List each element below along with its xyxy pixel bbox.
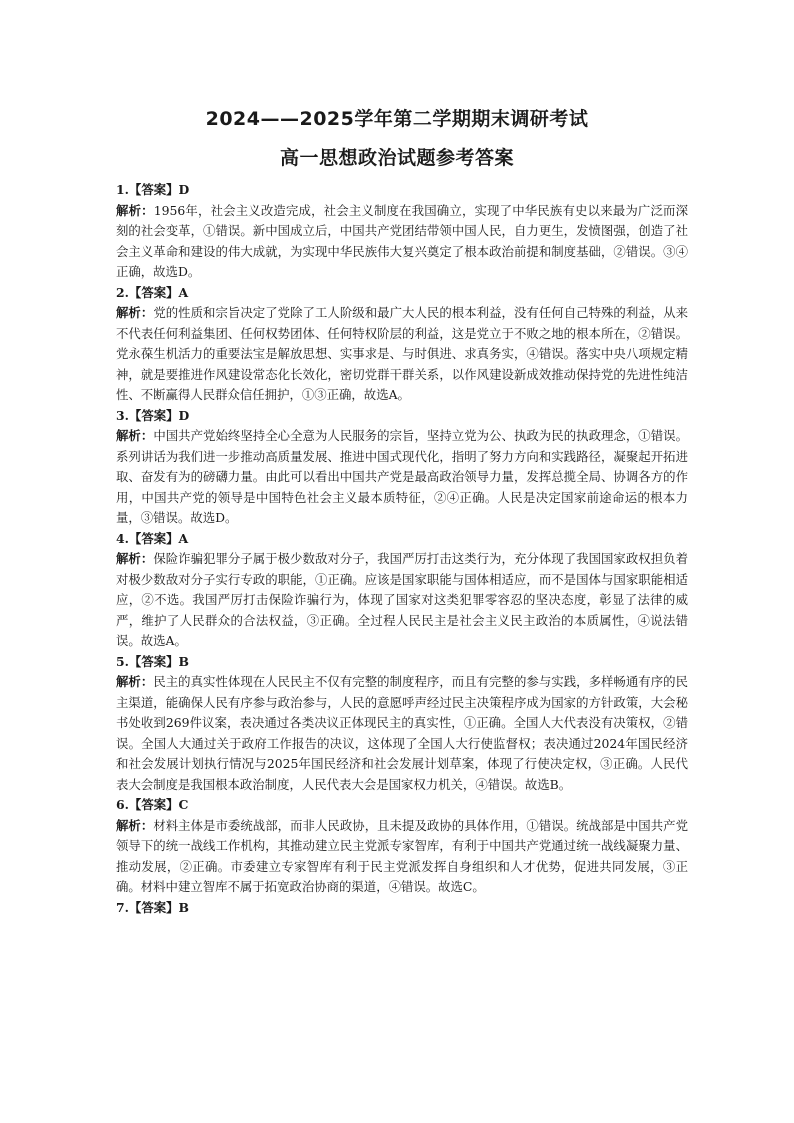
answer-line: 4.【答案】A (116, 530, 189, 546)
explanation-label: 解析： (116, 551, 154, 566)
answer-list (116, 180, 688, 918)
answer-line: 5.【答案】B (116, 653, 189, 669)
question-5 (116, 652, 688, 796)
explanation-text: 党的性质和宗旨决定了党除了工人阶级和最广大人民的根本利益，没有任何自己特殊的利益，从来不代表任何利益集团、任何权势团体、任何特权阶层的利益，这是党立于不败之地的根本所在，②错误。党永葆生机活力的重要法宝是解放思想、实事求是、与时俱进、求真务实，④错误。落实中央八项规定精神，就是要推进作风建设常态化长效化，密切党群干群关系，以作风建设新成效推动保持党的先进性纯洁性、不断赢得人民群众信任拥护，①③正确，故选A。 (116, 305, 689, 402)
explanation-text: 1956年，社会主义改造完成，社会主义制度在我国确立，实现了中华民族有史以来最为广泛而深刻的社会变革，①错误。新中国成立后，中国共产党团结带领中国人民，自力更生，发愤图强，创造了社会主义革命和建设的伟大成就，为实现中华民族伟大复兴奠定了根本政治前提和制度基础，②错误。③④正确，故选D。 (116, 202, 688, 279)
explanation-label: 解析： (116, 817, 154, 833)
explanation (116, 816, 688, 898)
answer-line: 3.【答案】D (116, 407, 190, 423)
exam-title: 2024——2025学年第二学期期末调研考试 (205, 108, 589, 130)
explanation-text: 中国共产党始终坚持全心全意为人民服务的宗旨，坚持立党为公、执政为民的执政理念，①错误。系列讲话为我们进一步推动高质量发展、推进中国式现代化，指明了努力方向和实践路径，凝聚起开拓进取、奋发有为的磅礴力量。由此可以看出中国共产党是最高政治领导力量，发挥总揽全局、协调各方的作用，中国共产党的领导是中国特色社会主义最本质特征，②④正确。人民是决定国家前途命运的根本力量，③错误。故选D。 (116, 428, 689, 525)
explanation-label: 解析： (116, 305, 154, 320)
explanation (116, 426, 688, 529)
explanation (116, 201, 688, 283)
answer-line: 7.【答案】B (116, 899, 189, 915)
explanation-label: 解析： (116, 428, 154, 443)
explanation-text: 民主的真实性体现在人民民主不仅有完整的制度程序，而且有完整的参与实践，多样畅通有序的民主渠道，能确保人民有序参与政治参与，人民的意愿呼声经过民主决策程序成为国家的方针政策，大会秘书处收到269件议案，表决通过各类决议正体现民主的真实性，①正确。全国人大代表没有决策权，②错误。全国人大通过关于政府工作报告的决议，这体现了全国人大行使监督权；表决通过2024年国民经济和社会发展计划执行情况与2025年国民经济和社会发展计划草案，体现了行使决定权，③正确。人民代表大会制度是我国根本政治制度，人民代表大会是国家权力机关，④错误。故选B。 (116, 674, 689, 792)
question-6 (116, 795, 688, 898)
explanation-text: 材料主体是市委统战部，而非人民政协，且未提及政协的具体作用，①错误。统战部是中国共产党领导下的统一战线工作机构，其推动建立民主党派专家智库，有利于中国共产党通过统一战线凝聚力量、推动发展，②正确。市委建立专家智库有利于民主党派发挥自身组织和人才优势，促进共同发展，③正确。材料中建立智库不属于拓宽政治协商的渠道，④错误。故选C。 (116, 817, 689, 894)
answer-line: 2.【答案】A (116, 284, 189, 300)
explanation-label: 解析： (116, 202, 154, 218)
answer-line: 6.【答案】C (116, 797, 189, 812)
explanation (116, 672, 688, 795)
explanation-label: 解析： (116, 674, 154, 689)
question-3 (116, 406, 688, 529)
question-4 (116, 529, 688, 652)
explanation-text: 保险诈骗犯罪分子属于极少数敌对分子，我国严厉打击这类行为，充分体现了我国国家政权担负着对极少数敌对分子实行专政的职能，①正确。应该是国家职能与国体相适应，而不是国体与国家职能相适应，②不选。我国严厉打击保险诈骗行为，体现了国家对这类犯罪零容忍的坚决态度，彰显了法律的威严，维护了人民群众的合法权益，③正确。全过程人民民主是社会主义民主政治的本质属性，④说法错误。故选A。 (116, 551, 689, 648)
question-2 (116, 283, 688, 406)
answer-line: 1.【答案】D (116, 182, 190, 197)
question-1 (116, 180, 688, 283)
question-7 (116, 898, 688, 919)
explanation (116, 303, 688, 406)
explanation (116, 549, 688, 652)
answer-key-subtitle: 高一思想政治试题参考答案 (279, 147, 514, 169)
